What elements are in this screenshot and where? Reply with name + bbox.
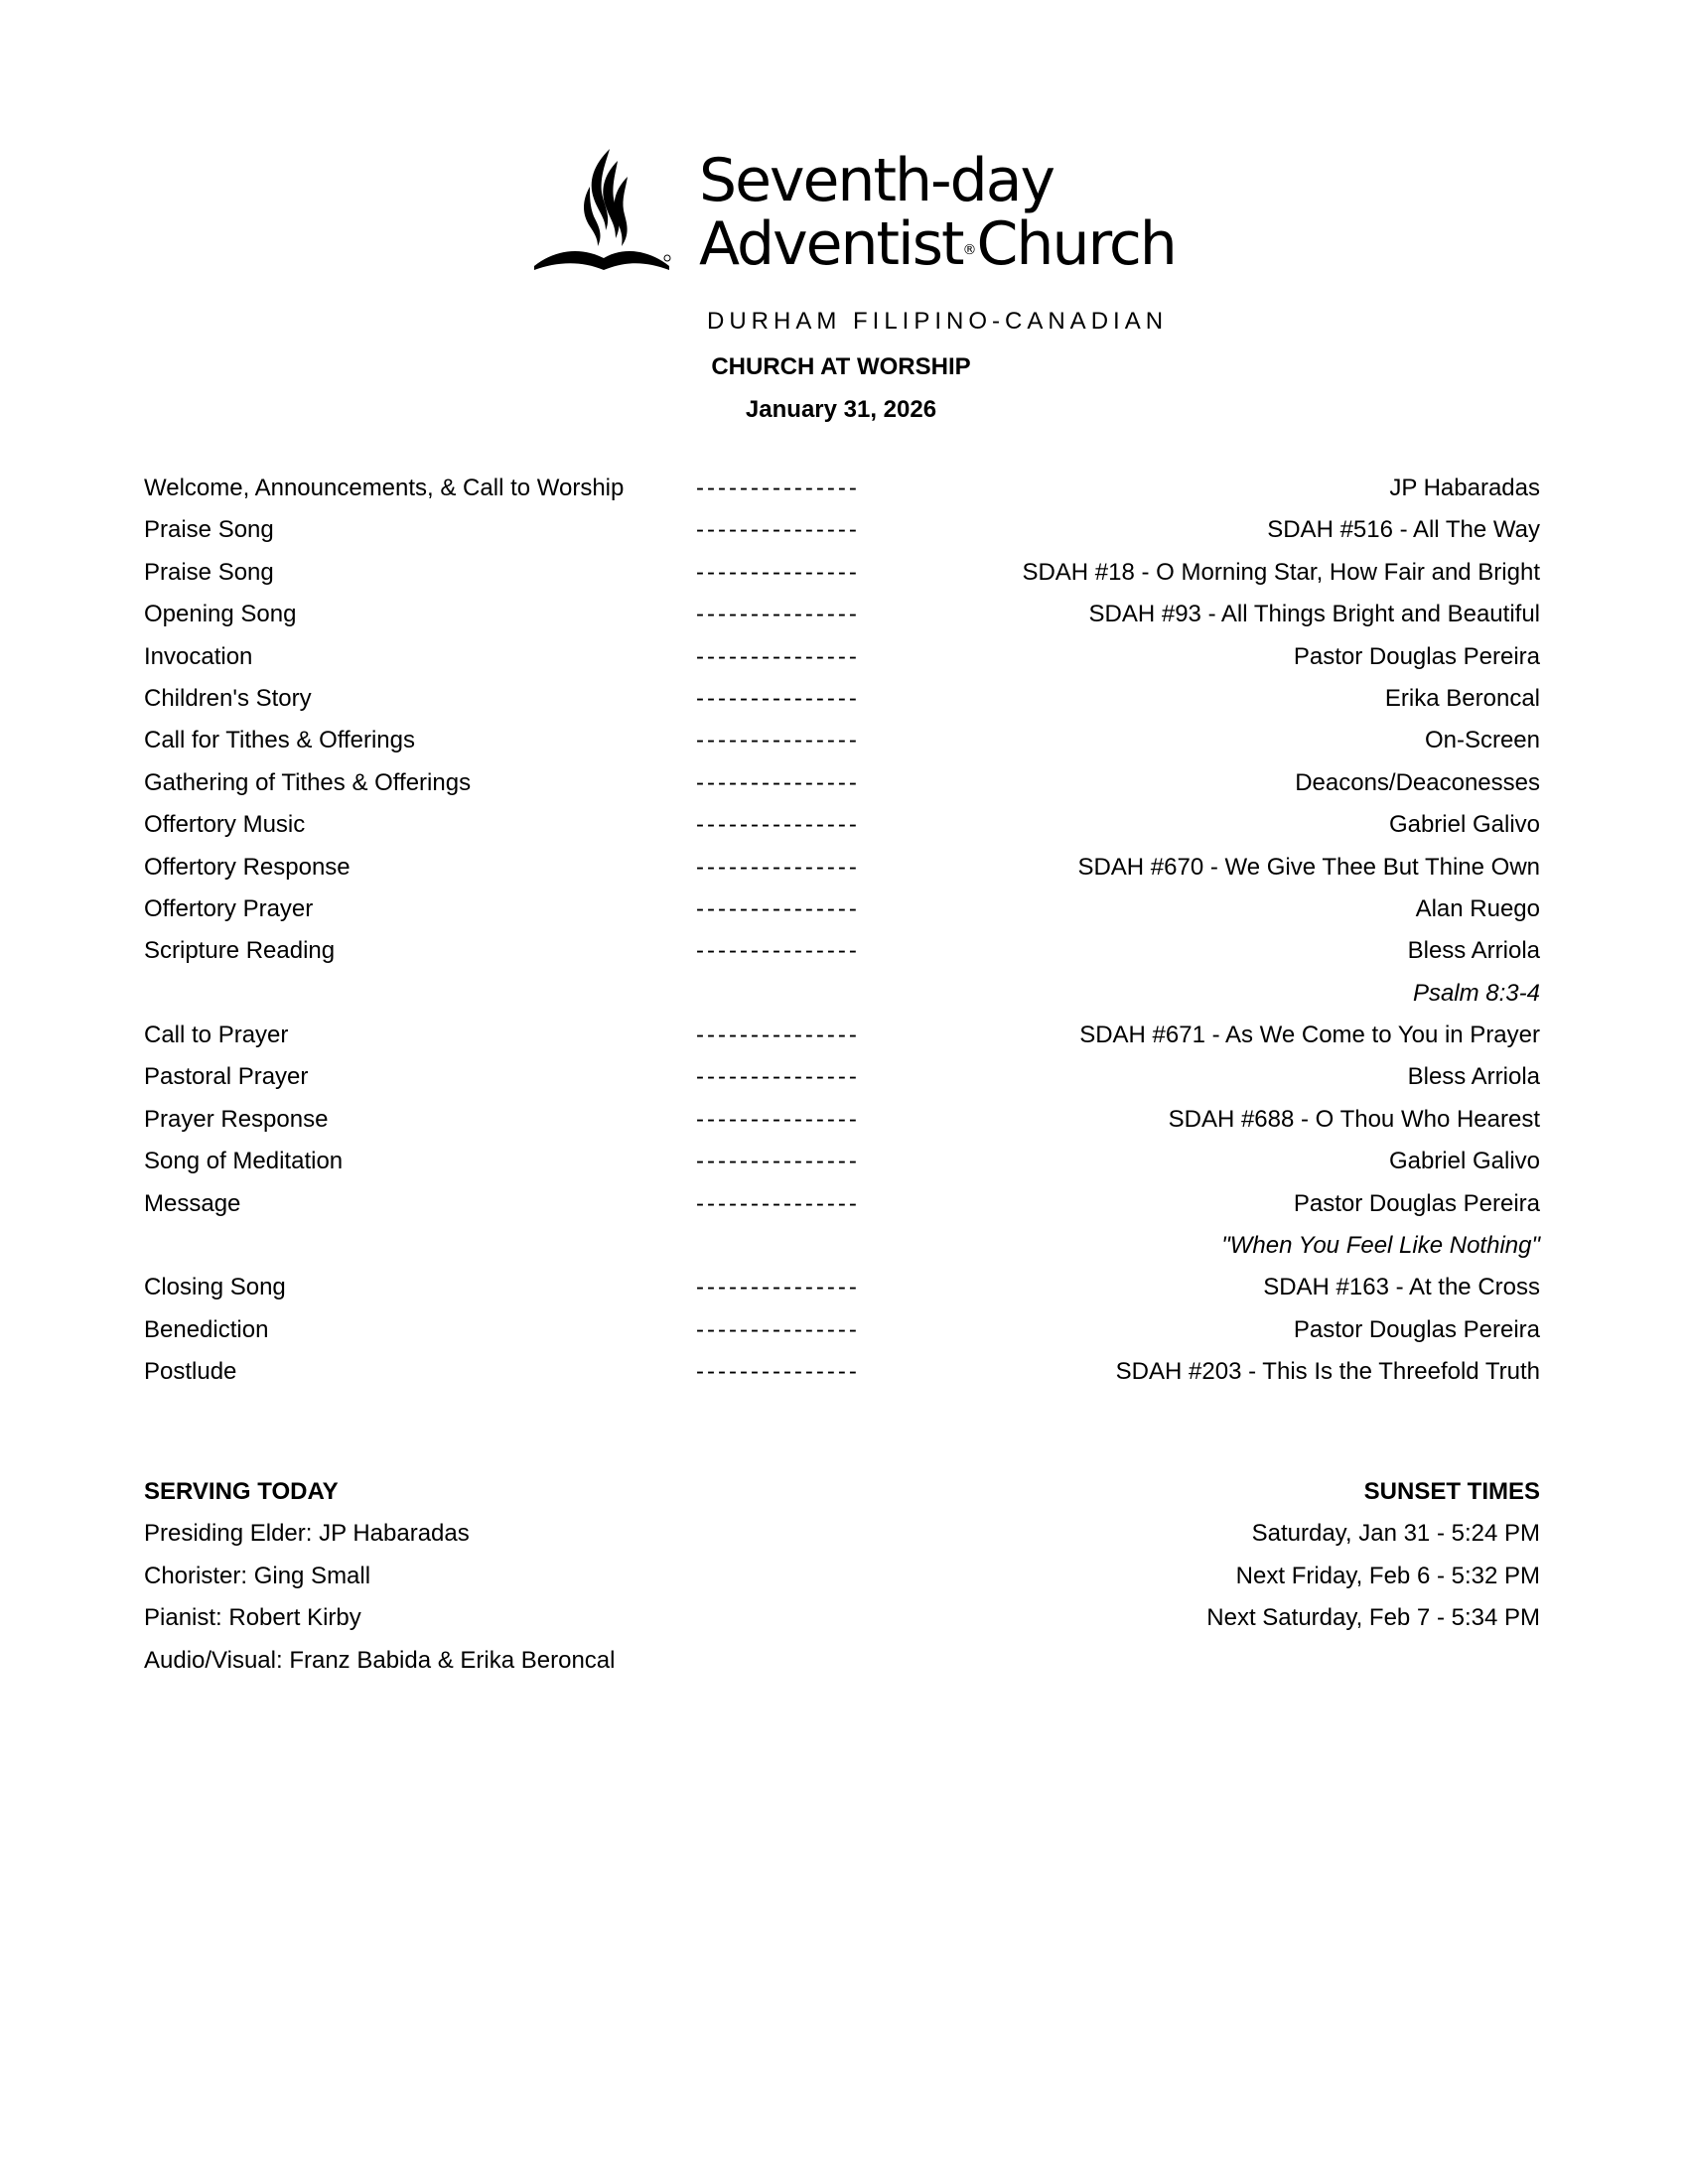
program-separator: --------------- <box>696 853 860 881</box>
program-leader: SDAH #93 - All Things Bright and Beautiful <box>1088 601 1540 628</box>
program-separator: --------------- <box>696 1022 860 1049</box>
program-leader: Pastor Douglas Pereira <box>1293 1315 1540 1343</box>
logo-wordmark <box>699 146 1176 279</box>
serving-item: Audio/Visual: Franz Babida & Erika Beroncal <box>144 1646 616 1674</box>
serving-item: Presiding Elder: JP Habaradas <box>144 1520 470 1548</box>
program-separator: --------------- <box>696 768 860 796</box>
program-row <box>144 557 1540 599</box>
program-leader: Bless Arriola <box>1407 1063 1540 1091</box>
sunset-item: Saturday, Jan 31 - 5:24 PM <box>1251 1520 1540 1548</box>
program-leader: On-Screen <box>1424 727 1540 754</box>
program-separator: --------------- <box>696 1063 860 1091</box>
program-separator: --------------- <box>696 558 860 586</box>
program-row <box>144 1020 1540 1061</box>
program-separator: --------------- <box>696 894 860 922</box>
program-part: Call for Tithes & Offerings <box>144 727 415 754</box>
program-note: "When You Feel Like Nothing" <box>1221 1232 1540 1260</box>
program-row <box>144 852 1540 893</box>
heading-text: CHURCH AT WORSHIP <box>711 353 971 380</box>
logo-line-2a: Adventist <box>699 209 963 279</box>
bulletin-heading <box>0 351 1688 383</box>
program-leader: Erika Beroncal <box>1384 684 1540 712</box>
logo-line-2 <box>699 209 1176 279</box>
program-row <box>144 1314 1540 1356</box>
program-part: Offertory Prayer <box>144 894 314 922</box>
program-leader: Alan Ruego <box>1415 894 1540 922</box>
program-separator: --------------- <box>696 811 860 839</box>
program-row <box>144 935 1540 977</box>
program-row <box>144 641 1540 683</box>
program-part: Song of Meditation <box>144 1148 344 1175</box>
sunset-item: Next Friday, Feb 6 - 5:32 PM <box>1235 1562 1540 1589</box>
bulletin-date <box>0 394 1688 426</box>
program-leader: Gabriel Galivo <box>1388 811 1540 839</box>
logo-line-2b: Church <box>976 209 1176 279</box>
program-separator: --------------- <box>696 475 860 501</box>
program-leader: Pastor Douglas Pereira <box>1293 642 1540 670</box>
program-row <box>144 1104 1540 1146</box>
program-row <box>144 599 1540 640</box>
program-separator: --------------- <box>696 1358 860 1386</box>
congregation-name: DURHAM FILIPINO-CANADIAN <box>707 308 1169 335</box>
program-separator: --------------- <box>696 601 860 628</box>
program-separator: --------------- <box>696 1105 860 1133</box>
program-note-row <box>144 978 1540 1020</box>
program-row <box>144 683 1540 725</box>
program-note: Psalm 8:3-4 <box>1412 979 1540 1007</box>
program-leader: SDAH #163 - At the Cross <box>1263 1274 1540 1301</box>
program-leader: SDAH #688 - O Thou Who Hearest <box>1168 1105 1540 1133</box>
program-leader: Gabriel Galivo <box>1388 1148 1540 1175</box>
program-part: Invocation <box>144 642 253 670</box>
program-leader: SDAH #516 - All The Way <box>1267 516 1540 544</box>
program-part: Call to Prayer <box>144 1022 289 1049</box>
program-separator: --------------- <box>696 727 860 754</box>
program-separator: --------------- <box>696 937 860 965</box>
date-text: January 31, 2026 <box>745 396 937 423</box>
program-row <box>144 1061 1540 1103</box>
program-part: Gathering of Tithes & Offerings <box>144 768 472 796</box>
program-part: Praise Song <box>144 558 274 586</box>
program-separator: --------------- <box>696 642 860 670</box>
program-row <box>144 1188 1540 1230</box>
program-note-row <box>144 1230 1540 1272</box>
serving-item: Chorister: Ging Small <box>144 1562 371 1589</box>
program-row <box>144 1356 1540 1398</box>
program-part: Offertory Music <box>144 811 306 839</box>
program-separator: --------------- <box>696 684 860 712</box>
program-row <box>144 893 1540 935</box>
program-separator: --------------- <box>696 516 860 544</box>
program-row <box>144 514 1540 556</box>
program-part: Benediction <box>144 1315 269 1343</box>
program-part: Pastoral Prayer <box>144 1063 309 1091</box>
order-of-worship <box>144 473 1540 1399</box>
program-leader: SDAH #203 - This Is the Threefold Truth <box>1115 1358 1540 1386</box>
program-leader: JP Habaradas <box>1389 475 1540 501</box>
program-part: Praise Song <box>144 516 274 544</box>
program-leader: Deacons/Deaconesses <box>1295 768 1540 796</box>
church-logo <box>532 146 1176 281</box>
registered-mark: ® <box>962 242 977 258</box>
program-leader: Pastor Douglas Pereira <box>1293 1189 1540 1217</box>
program-leader: SDAH #18 - O Morning Star, How Fair and Bright <box>1022 558 1540 586</box>
program-part: Postlude <box>144 1358 237 1386</box>
serving-title: SERVING TODAY <box>144 1478 339 1505</box>
program-row <box>144 1146 1540 1187</box>
program-row <box>144 725 1540 766</box>
program-part: Opening Song <box>144 601 297 628</box>
program-row <box>144 767 1540 809</box>
program-separator: --------------- <box>696 1274 860 1301</box>
program-row <box>144 1272 1540 1313</box>
program-part: Offertory Response <box>144 853 351 881</box>
program-part: Scripture Reading <box>144 937 336 965</box>
sunset-times <box>1206 1471 1540 1640</box>
program-separator: --------------- <box>696 1148 860 1175</box>
program-row <box>144 473 1540 514</box>
serving-today <box>144 1471 615 1682</box>
program-part: Children's Story <box>144 684 312 712</box>
sunset-item: Next Saturday, Feb 7 - 5:34 PM <box>1206 1604 1540 1632</box>
program-leader: SDAH #670 - We Give Thee But Thine Own <box>1077 853 1540 881</box>
program-leader: Bless Arriola <box>1407 937 1540 965</box>
program-leader: SDAH #671 - As We Come to You in Prayer <box>1079 1022 1540 1049</box>
serving-item: Pianist: Robert Kirby <box>144 1604 361 1632</box>
program-part: Message <box>144 1189 241 1217</box>
program-part: Welcome, Announcements, & Call to Worship <box>144 475 625 501</box>
logo-line-1: Seventh-day <box>699 146 1055 215</box>
sda-flame-bible-icon <box>532 147 671 274</box>
program-separator: --------------- <box>696 1189 860 1217</box>
program-separator: --------------- <box>696 1315 860 1343</box>
program-part: Closing Song <box>144 1274 286 1301</box>
program-part: Prayer Response <box>144 1105 329 1133</box>
program-row <box>144 809 1540 851</box>
sunset-title: SUNSET TIMES <box>1363 1478 1540 1505</box>
